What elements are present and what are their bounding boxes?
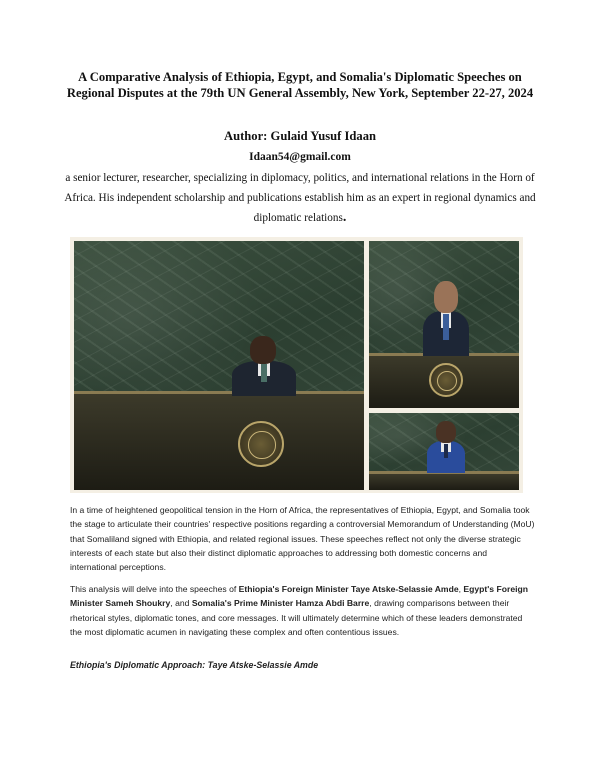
speaker-figure <box>224 336 304 396</box>
section-heading: Ethiopia's Diplomatic Approach: Taye Atske-Selassie Amde <box>70 660 319 670</box>
ethiopia-minister-name: Ethiopia's Foreign Minister Taye Atske-Selassie Amde <box>238 584 459 594</box>
author-email: Idaan54@gmail.com <box>249 151 351 163</box>
photo-egypt-speaker <box>369 241 519 408</box>
egypt-minister-name: Egypt's Foreign Minister Sameh Shoukry <box>70 584 528 609</box>
un-emblem-icon <box>429 363 463 397</box>
author-line: Author: Gulaid Yusuf Idaan <box>224 129 376 143</box>
document-title: A Comparative Analysis of Ethiopia, Egypt, and Somalia's Diplomatic Speeches on Regional Disputes at the 79th UN General Assembly, New York, September 22-27, 2024 <box>66 70 534 100</box>
text-run: , <box>458 584 464 594</box>
un-emblem-icon <box>238 421 284 467</box>
somalia-pm-name: Somalia's Prime Minister Hamza Abdi Barre <box>191 598 370 609</box>
text-run: , drawing comparisons between their rhetorical styles, diplomatic tones, and core messages. It will ultimately determine which of these leaders demonstrated the most diplomatic acumen in navigating these complex and often contentious issues. <box>70 598 523 637</box>
analysis-paragraph <box>70 582 535 639</box>
photo-collage <box>70 237 523 493</box>
speaker-figure <box>421 281 471 356</box>
speaker-figure <box>425 421 467 473</box>
author-bio-text: a senior lecturer, researcher, specializing in diplomacy, politics, and international relations in the Horn of Africa. His independent scholarship and publications establish him as an expert in regional dynamics and diplomatic relations <box>64 172 536 224</box>
author-bio <box>60 169 540 229</box>
photo-ethiopia-speaker <box>74 241 364 490</box>
text-run: , and <box>170 598 192 609</box>
intro-paragraph: In a time of heightened geopolitical tension in the Horn of Africa, the representatives of Ethiopia, Egypt, and Somalia took the stage to articulate their countries' respective positions regarding a controversial Memorandum of Understanding (MoU) that Somaliland signed with Ethiopia, and related regional issues. These speeches reflect not only the diverse strategic interests of each state but also their distinct diplomatic approaches to addressing both domestic concerns and international perceptions. <box>70 505 535 573</box>
author-bio-end: . <box>342 210 347 225</box>
text-run: This analysis will delve into the speeches of <box>70 584 239 594</box>
photo-somalia-speaker <box>369 413 519 490</box>
